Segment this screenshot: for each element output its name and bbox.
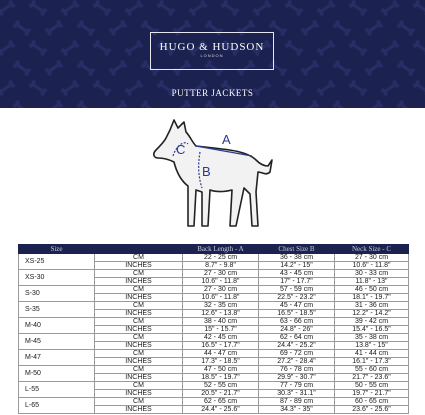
cm-value: 60 - 65 cm <box>335 398 409 406</box>
unit-inches: INCHES <box>95 278 183 286</box>
cm-value: 35 - 38 cm <box>335 334 409 342</box>
cm-value: 45 - 47 cm <box>259 302 335 310</box>
table-row <box>19 398 409 406</box>
cm-value: 41 - 44 cm <box>335 350 409 358</box>
inches-value: 16.1" - 17.3" <box>335 358 409 366</box>
cm-value: 46 - 50 cm <box>335 286 409 294</box>
cm-value: 32 - 35 cm <box>183 302 259 310</box>
table-row <box>19 318 409 326</box>
cm-value: 62 - 64 cm <box>259 334 335 342</box>
bone-icon <box>0 39 16 56</box>
bone-icon <box>44 99 64 108</box>
inches-value: 14.2" - 15" <box>259 262 335 270</box>
dog-measurement-diagram <box>140 110 280 240</box>
cm-value: 31 - 36 cm <box>335 302 409 310</box>
bone-icon <box>12 99 32 108</box>
brand-logo <box>150 32 274 70</box>
bone-icon <box>0 0 16 17</box>
table-header-row <box>19 245 409 254</box>
inches-value: 16.5" - 17.7" <box>183 342 259 350</box>
cm-value: 42 - 45 cm <box>183 334 259 342</box>
bone-icon <box>252 0 272 17</box>
bone-icon <box>108 59 128 76</box>
size-label: S-35 <box>19 302 95 318</box>
bone-icon <box>12 59 32 76</box>
cm-value: 27 - 30 cm <box>183 270 259 278</box>
unit-inches: INCHES <box>95 342 183 350</box>
bone-icon <box>348 0 368 17</box>
unit-cm: CM <box>95 318 183 326</box>
bone-icon <box>268 99 288 108</box>
inches-value: 12.2" - 14.2" <box>335 310 409 318</box>
inches-value: 29.9" - 30.7" <box>259 374 335 382</box>
size-label: XS-30 <box>19 270 95 286</box>
cm-value: 43 - 45 cm <box>259 270 335 278</box>
header-back-length: Back Length - A <box>183 245 259 254</box>
bone-icon <box>348 39 368 56</box>
unit-cm: CM <box>95 254 183 262</box>
unit-inches: INCHES <box>95 326 183 334</box>
bone-icon <box>172 99 192 108</box>
bone-icon <box>28 39 48 56</box>
inches-value: 21.7" - 23.6" <box>335 374 409 382</box>
cm-value: 22 - 25 cm <box>183 254 259 262</box>
cm-value: 76 - 78 cm <box>259 366 335 374</box>
bone-icon <box>396 99 416 108</box>
inches-value: 20.5" - 21.7" <box>183 390 259 398</box>
bone-icon <box>412 39 425 56</box>
inches-value: 12.6" - 13.8" <box>183 310 259 318</box>
bone-icon <box>188 0 208 17</box>
bone-icon <box>300 19 320 36</box>
size-label: M-47 <box>19 350 95 366</box>
cm-value: 27 - 30 cm <box>183 286 259 294</box>
cm-value: 55 - 60 cm <box>335 366 409 374</box>
size-label: M-45 <box>19 334 95 350</box>
cm-value: 38 - 40 cm <box>183 318 259 326</box>
header-unit <box>95 245 183 254</box>
inches-value: 27.2" - 28.4" <box>259 358 335 366</box>
label-b: B <box>202 164 211 179</box>
unit-inches: INCHES <box>95 310 183 318</box>
bone-icon <box>284 39 304 56</box>
bone-icon <box>380 0 400 17</box>
bone-icon <box>316 0 336 17</box>
bone-icon <box>124 39 144 56</box>
bone-icon <box>28 0 48 17</box>
size-label: L-55 <box>19 382 95 398</box>
unit-cm: CM <box>95 286 183 294</box>
inches-value: 11.8" - 13" <box>335 278 409 286</box>
inches-value: 24.4" - 25.2" <box>259 342 335 350</box>
brand-name: HUGO & HUDSON <box>159 41 265 53</box>
dog-silhouette <box>154 120 272 226</box>
inches-value: 24.8" - 26" <box>259 326 335 334</box>
inches-value: 24.4" - 25.6" <box>183 406 259 414</box>
cm-value: 50 - 55 cm <box>335 382 409 390</box>
unit-cm: CM <box>95 366 183 374</box>
bone-icon <box>76 99 96 108</box>
bone-icon <box>76 19 96 36</box>
bone-icon <box>220 0 240 17</box>
brand-header <box>0 0 425 108</box>
cm-value: 63 - 66 cm <box>259 318 335 326</box>
bone-icon <box>284 0 304 17</box>
unit-inches: INCHES <box>95 294 183 302</box>
bone-icon <box>300 59 320 76</box>
inches-value: 18.1" - 19.7" <box>335 294 409 302</box>
bone-icon <box>60 0 80 17</box>
cm-value: 27 - 30 cm <box>335 254 409 262</box>
bone-icon <box>12 19 32 36</box>
bone-icon <box>236 99 256 108</box>
inches-value: 18.5" - 19.7" <box>183 374 259 382</box>
bone-icon <box>156 0 176 17</box>
bone-icon <box>380 39 400 56</box>
unit-inches: INCHES <box>95 262 183 270</box>
bone-icon <box>332 19 352 36</box>
bone-icon <box>60 39 80 56</box>
bone-icon <box>140 99 160 108</box>
unit-inches: INCHES <box>95 406 183 414</box>
inches-value: 23.6" - 25.6" <box>335 406 409 414</box>
cm-value: 87 - 89 cm <box>259 398 335 406</box>
bone-icon <box>92 0 112 17</box>
bone-icon <box>396 19 416 36</box>
inches-value: 34.3" - 35" <box>259 406 335 414</box>
inches-value: 30.3" - 31.1" <box>259 390 335 398</box>
table-row <box>19 302 409 310</box>
table-row <box>19 334 409 342</box>
table-row <box>19 366 409 374</box>
unit-cm: CM <box>95 398 183 406</box>
size-label: L-65 <box>19 398 95 414</box>
bone-icon <box>44 59 64 76</box>
table-row <box>19 382 409 390</box>
label-a: A <box>222 132 231 147</box>
bone-icon <box>124 0 144 17</box>
size-chart-table <box>18 244 409 414</box>
cm-value: 36 - 38 cm <box>259 254 335 262</box>
bone-icon <box>332 59 352 76</box>
size-label: XS-25 <box>19 254 95 270</box>
unit-cm: CM <box>95 350 183 358</box>
cm-value: 39 - 42 cm <box>335 318 409 326</box>
size-label: M-50 <box>19 366 95 382</box>
inches-value: 15.4" - 16.5" <box>335 326 409 334</box>
bone-icon <box>92 39 112 56</box>
inches-value: 16.5" - 18.5" <box>259 310 335 318</box>
unit-cm: CM <box>95 270 183 278</box>
unit-inches: INCHES <box>95 374 183 382</box>
page-title: PUTTER JACKETS <box>171 88 254 98</box>
bone-icon <box>76 59 96 76</box>
size-label: M-40 <box>19 318 95 334</box>
bone-icon <box>300 99 320 108</box>
inches-value: 10.6" - 11.8" <box>183 294 259 302</box>
table-row <box>19 350 409 358</box>
label-c: C <box>176 142 186 157</box>
table-row <box>19 270 409 278</box>
header-size: Size <box>19 245 95 254</box>
cm-value: 69 - 72 cm <box>259 350 335 358</box>
bone-icon <box>108 19 128 36</box>
bone-icon <box>204 99 224 108</box>
cm-value: 30 - 33 cm <box>335 270 409 278</box>
bone-icon <box>364 19 384 36</box>
header-chest-size: Chest Size B <box>259 245 335 254</box>
unit-cm: CM <box>95 302 183 310</box>
table-row <box>19 254 409 262</box>
inches-value: 19.7" - 21.7" <box>335 390 409 398</box>
inches-value: 17.3" - 18.5" <box>183 358 259 366</box>
bone-icon <box>316 39 336 56</box>
header-neck-size: Neck Size - C <box>335 245 409 254</box>
inches-value: 22.5" - 23.2" <box>259 294 335 302</box>
bone-icon <box>364 99 384 108</box>
inches-value: 10.6" - 11.8" <box>335 262 409 270</box>
bone-icon <box>412 0 425 17</box>
cm-value: 77 - 79 cm <box>259 382 335 390</box>
inches-value: 10.6" - 11.8" <box>183 278 259 286</box>
bone-icon <box>332 99 352 108</box>
unit-inches: INCHES <box>95 358 183 366</box>
unit-cm: CM <box>95 334 183 342</box>
bone-icon <box>396 59 416 76</box>
brand-location: LONDON <box>200 53 224 58</box>
bone-icon <box>108 99 128 108</box>
bone-icon <box>364 59 384 76</box>
inches-value: 17" - 17.7" <box>259 278 335 286</box>
cm-value: 62 - 65 cm <box>183 398 259 406</box>
cm-value: 57 - 59 cm <box>259 286 335 294</box>
table-row <box>19 286 409 294</box>
unit-cm: CM <box>95 382 183 390</box>
size-label: S-30 <box>19 286 95 302</box>
inches-value: 8.7" - 9.8" <box>183 262 259 270</box>
inches-value: 13.8" - 15" <box>335 342 409 350</box>
inches-value: 15" - 15.7" <box>183 326 259 334</box>
cm-value: 44 - 47 cm <box>183 350 259 358</box>
cm-value: 47 - 50 cm <box>183 366 259 374</box>
unit-inches: INCHES <box>95 390 183 398</box>
bone-icon <box>44 19 64 36</box>
cm-value: 52 - 55 cm <box>183 382 259 390</box>
